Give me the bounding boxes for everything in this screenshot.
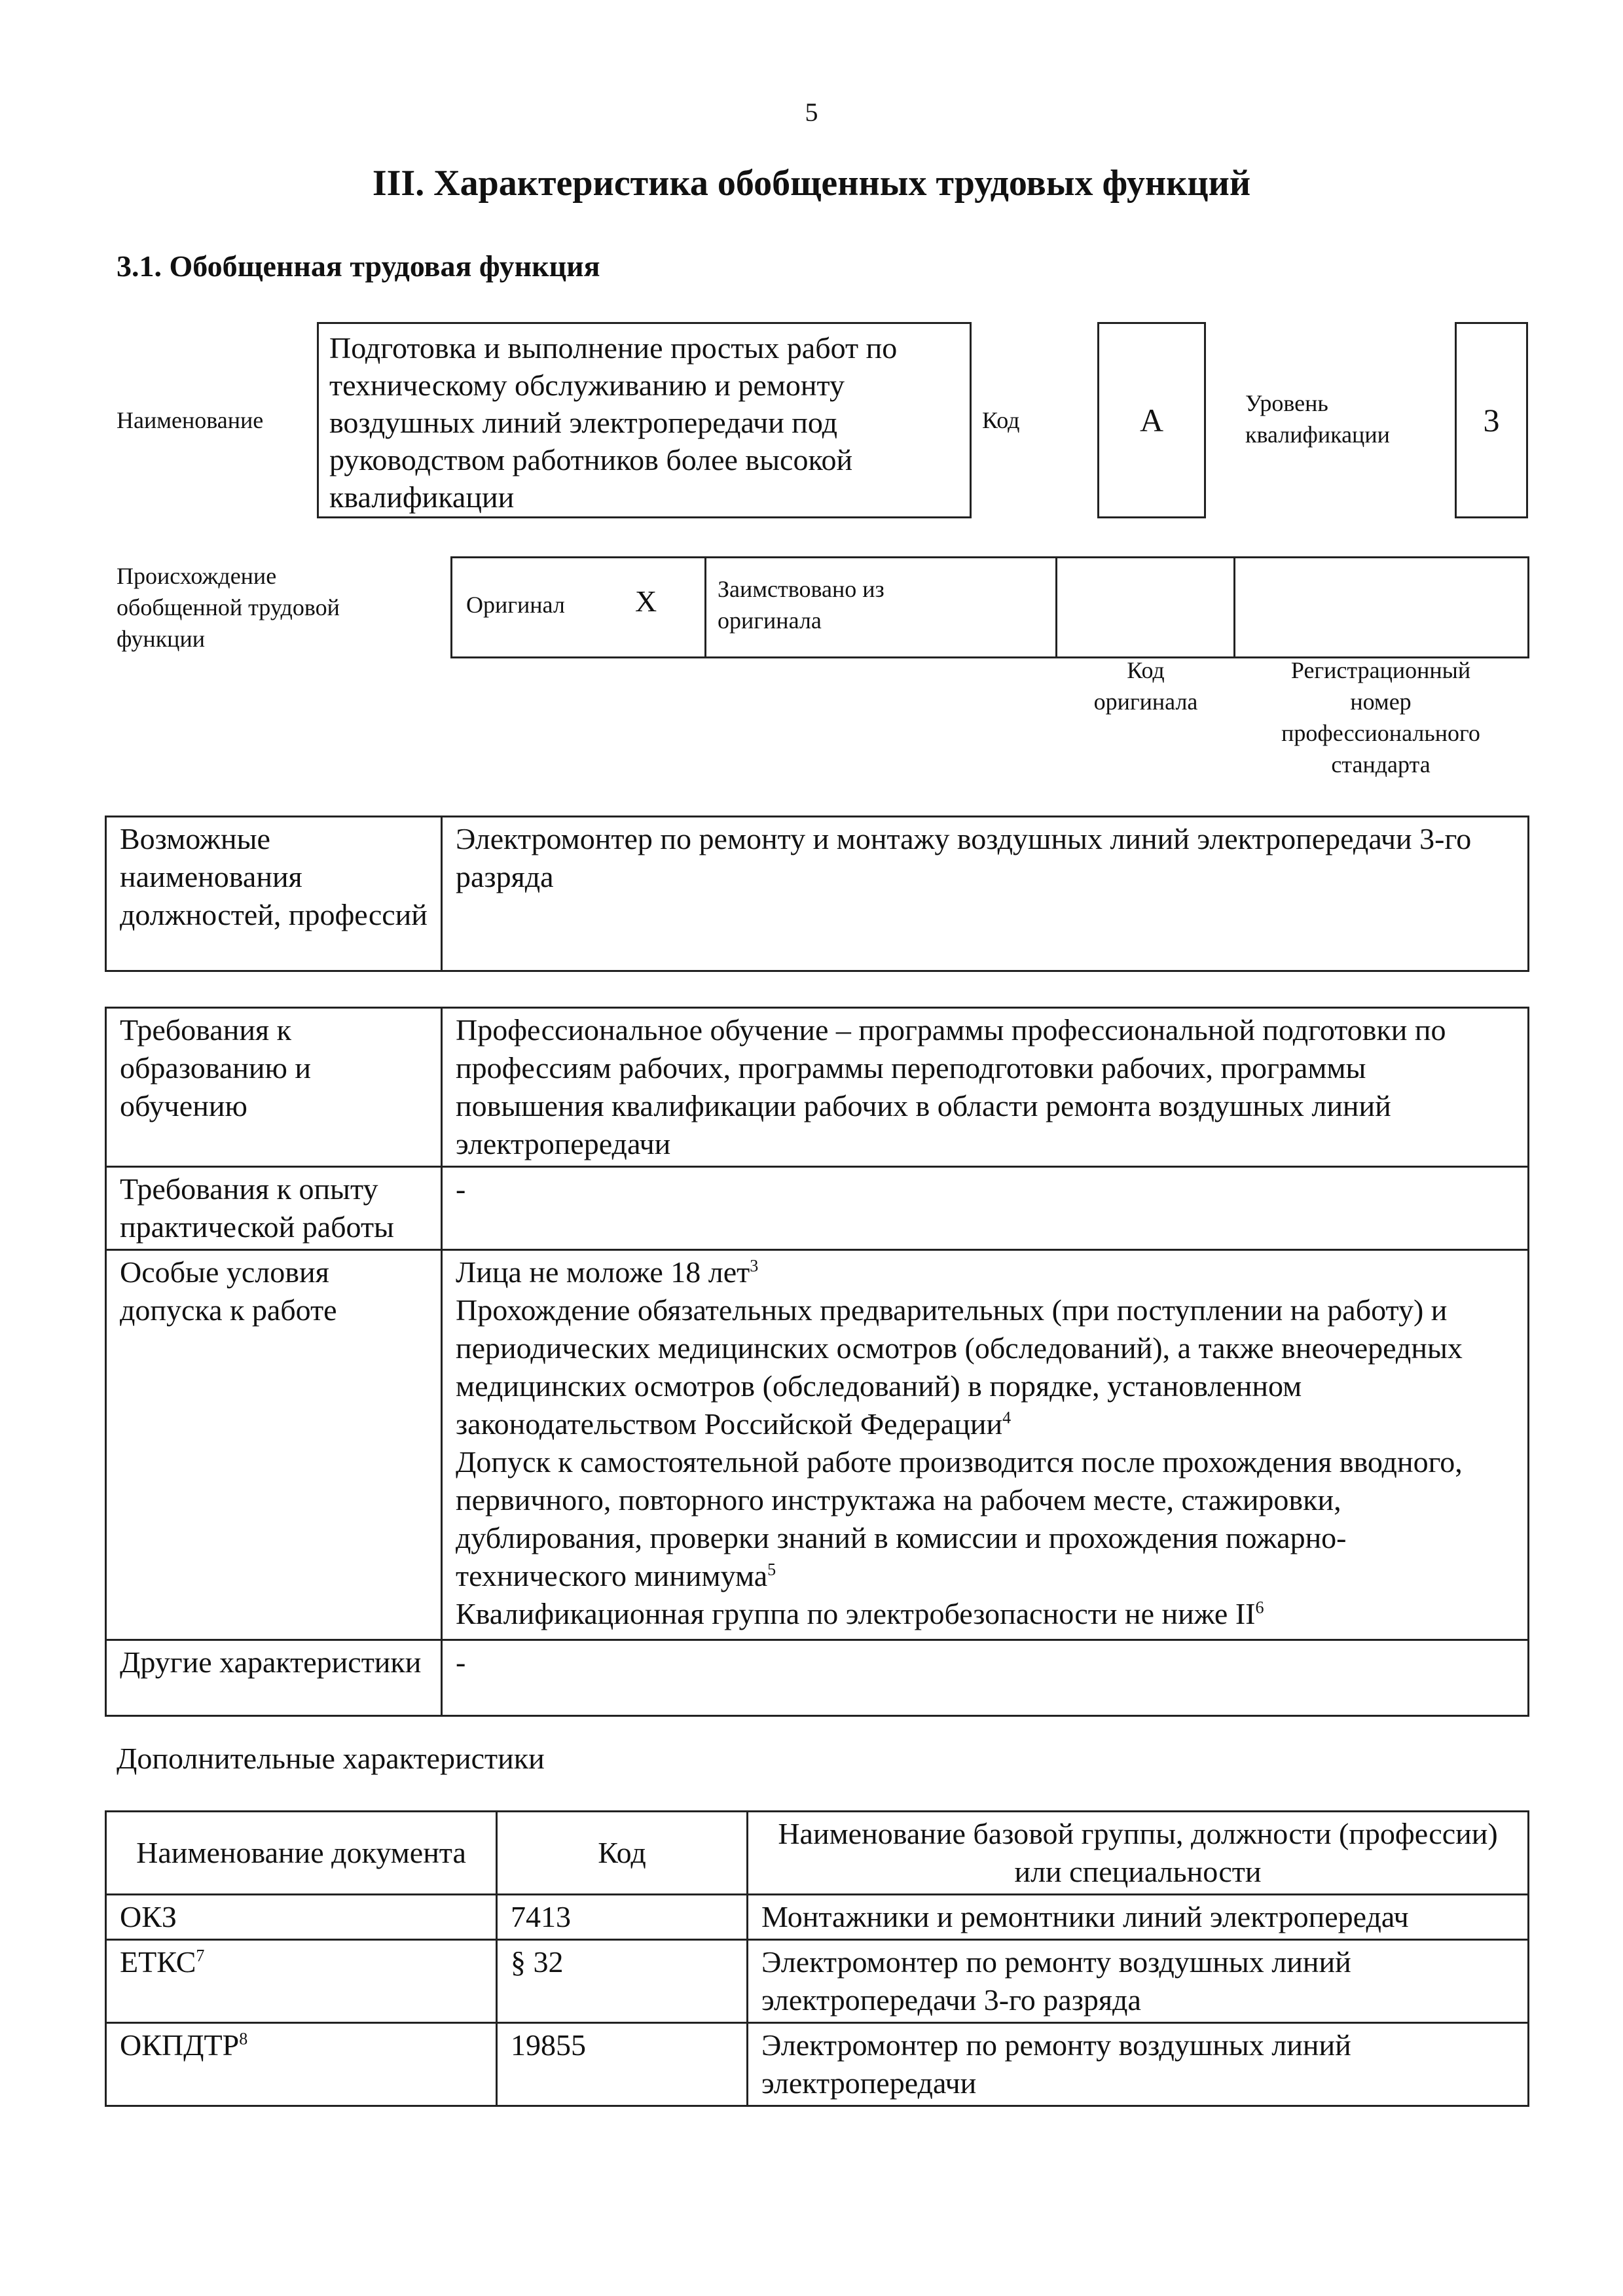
subsection-title: 3.1. Обобщенная трудовая функция bbox=[117, 249, 600, 283]
page-number: 5 bbox=[805, 98, 818, 127]
original-mark: X bbox=[635, 584, 657, 618]
positions-label: Возможные наименования должностей, профессий bbox=[106, 817, 442, 971]
education-label: Требования к образованию и обучению bbox=[106, 1008, 442, 1167]
table-row bbox=[106, 1940, 1529, 2023]
row-code: 19855 bbox=[497, 2023, 748, 2106]
table-row bbox=[106, 817, 1529, 971]
original-code-caption: Код оригинала bbox=[1093, 657, 1198, 715]
code-value: A bbox=[1097, 322, 1206, 518]
table-row bbox=[106, 1640, 1529, 1716]
table-row bbox=[106, 2023, 1529, 2106]
experience-value: - bbox=[442, 1167, 1529, 1250]
section-title: III. Характеристика обобщенных трудовых функций bbox=[372, 163, 1251, 204]
name-label: Наименование bbox=[117, 407, 264, 433]
row-code: 7413 bbox=[497, 1895, 748, 1940]
header-code: Код bbox=[497, 1812, 748, 1895]
other-label: Другие характеристики bbox=[106, 1640, 442, 1716]
special-conditions-value: Лица не моложе 18 лет$^3$ Прохождение обязательных предварительных (при поступлении на работу) и периодических медицинских осмотров (обследований), а также внеочередных медицинских осмотров (обследований) в порядке, установленном законодательством Российской Федерации$^4$ Допуск к самостоятельной работе производится после прохождения вводного, первичного, повторного инструктажа на рабочем месте, стажировки, дублирования, проверки знаний в комиссии и прохождения пожарно-технического минимума$^5$ Квалификационная группа по электробезопасности не ниже $II^6$ bbox=[442, 1250, 1529, 1640]
header-document: Наименование документа bbox=[106, 1812, 497, 1895]
registration-number-caption: Регистрационный номер профессионального стандарта bbox=[1281, 657, 1480, 778]
borrowed-label: Заимствовано из оригинала bbox=[718, 576, 884, 634]
original-label: Оригинал bbox=[466, 592, 565, 618]
table-row bbox=[106, 1895, 1529, 1940]
table-row bbox=[106, 1008, 1529, 1167]
origin-label: Происхождение обобщенной трудовой функции bbox=[117, 563, 340, 652]
table-row bbox=[106, 1812, 1529, 1895]
row-name: Электромонтер по ремонту воздушных линий электропередачи 3-го разряда bbox=[748, 1940, 1529, 2023]
row-doc: ЕТКС$^7$ bbox=[106, 1940, 497, 2023]
additional-table bbox=[105, 1810, 1529, 2107]
positions-table bbox=[105, 816, 1529, 972]
code-label: Код bbox=[982, 407, 1020, 433]
special-conditions-label: Особые условия допуска к работе bbox=[106, 1250, 442, 1640]
level-value: 3 bbox=[1455, 322, 1528, 518]
table-row bbox=[106, 1167, 1529, 1250]
header-name: Наименование базовой группы, должности (профессии) или специальности bbox=[748, 1812, 1529, 1895]
requirements-table bbox=[105, 1007, 1529, 1717]
other-value: - bbox=[442, 1640, 1529, 1716]
row-code: § 32 bbox=[497, 1940, 748, 2023]
level-label: Уровень квалификации bbox=[1245, 390, 1390, 448]
positions-value: Электромонтер по ремонту и монтажу воздушных линий электропередачи 3-го разряда bbox=[442, 817, 1529, 971]
additional-title: Дополнительные характеристики bbox=[117, 1742, 545, 1775]
education-value: Профессиональное обучение – программы профессиональной подготовки по профессиям рабочих, программы переподготовки рабочих, программы повышения квалификации рабочих в области ремонта воздушных линий электропередачи bbox=[442, 1008, 1529, 1167]
name-value: Подготовка и выполнение простых работ по техническому обслуживанию и ремонту воздушных линий электропередачи под руководством работников более высокой квалификации bbox=[317, 322, 972, 518]
experience-label: Требования к опыту практической работы bbox=[106, 1167, 442, 1250]
origin-row bbox=[450, 556, 1529, 658]
row-name: Монтажники и ремонтники линий электропередач bbox=[748, 1895, 1529, 1940]
row-doc: ОКПДТР$^8$ bbox=[106, 2023, 497, 2106]
row-doc: ОКЗ bbox=[106, 1895, 497, 1940]
row-name: Электромонтер по ремонту воздушных линий электропередачи bbox=[748, 2023, 1529, 2106]
table-row bbox=[106, 1250, 1529, 1640]
